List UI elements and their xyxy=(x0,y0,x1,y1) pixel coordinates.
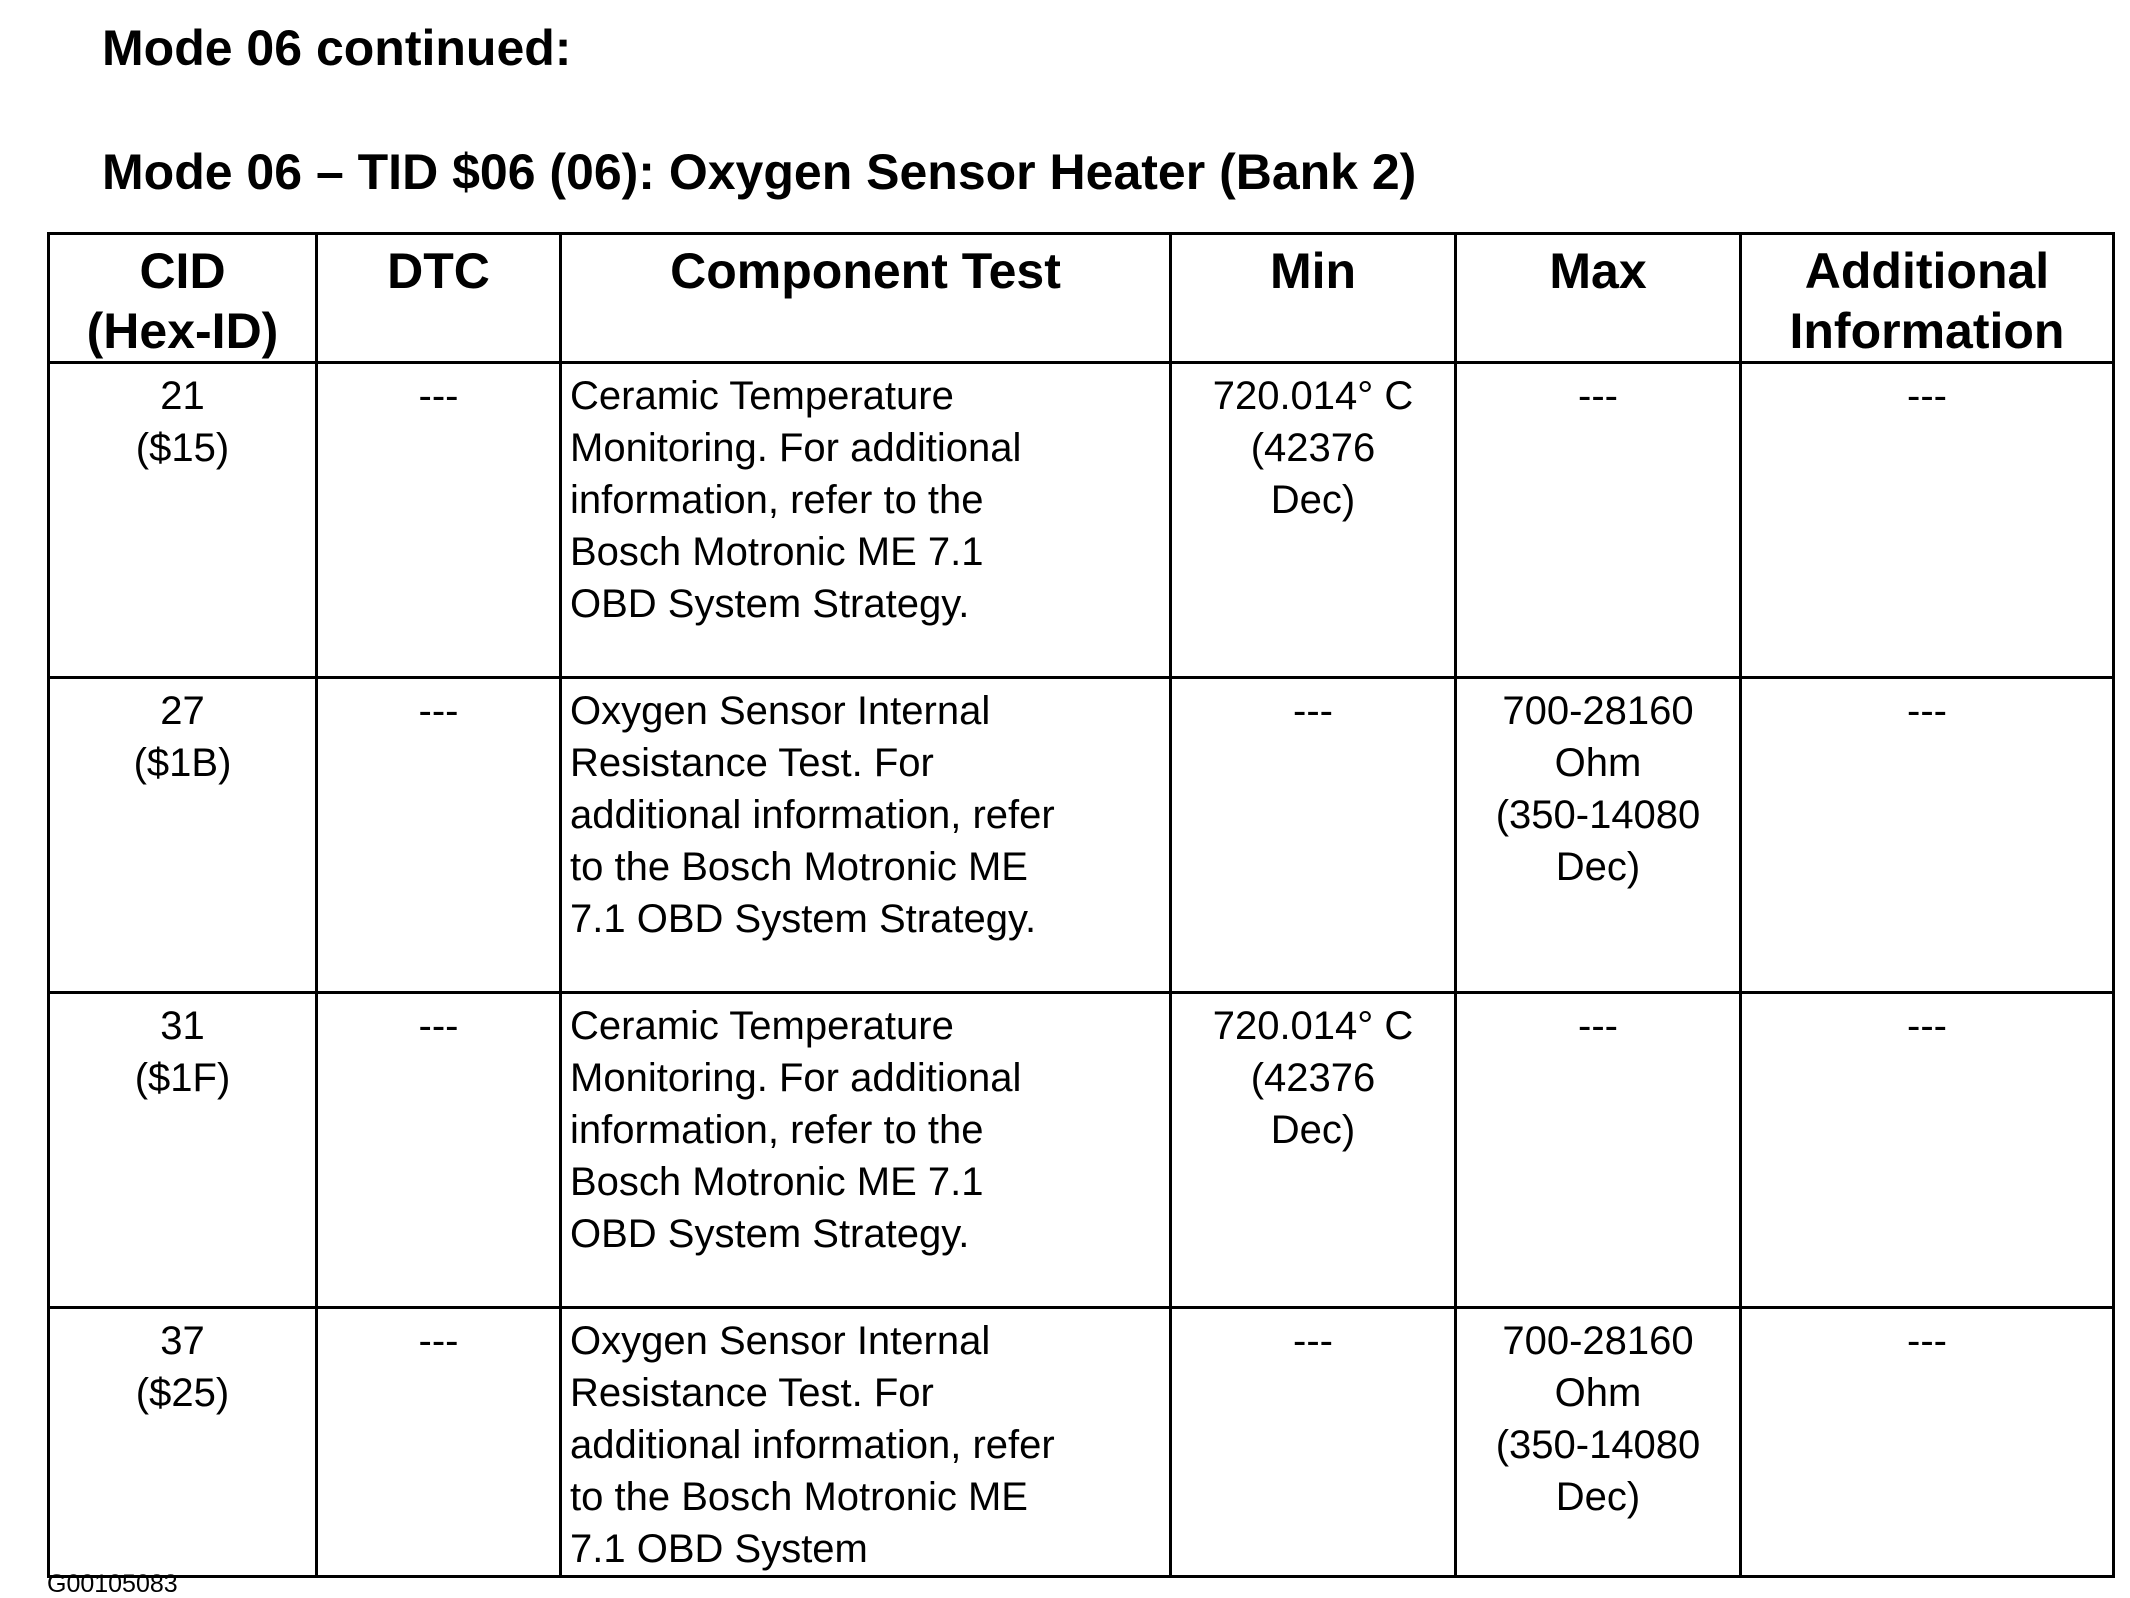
page-title: Mode 06 continued: xyxy=(102,20,572,76)
cell-cid: 31 ($1F) xyxy=(49,993,317,1308)
cell-min: 720.014° C (42376 Dec) xyxy=(1171,993,1456,1308)
header-component-test: Component Test xyxy=(561,234,1171,363)
cell-component-test: Ceramic Temperature Monitoring. For additional information, refer to the Bosch Motronic ME 7.1 OBD System Strategy. xyxy=(561,993,1171,1308)
header-max: Max xyxy=(1456,234,1741,363)
cell-additional-information: --- xyxy=(1741,993,2114,1308)
cell-min: --- xyxy=(1171,678,1456,993)
cell-cid: 21 ($15) xyxy=(49,363,317,678)
header-dtc: DTC xyxy=(317,234,561,363)
cell-additional-information: --- xyxy=(1741,1308,2114,1577)
cell-additional-information: --- xyxy=(1741,363,2114,678)
cell-additional-information: --- xyxy=(1741,678,2114,993)
header-cid: CID (Hex-ID) xyxy=(49,234,317,363)
header-additional-information: Additional Information xyxy=(1741,234,2114,363)
cell-component-test: Oxygen Sensor Internal Resistance Test. For additional information, refer to the Bosch Motronic ME 7.1 OBD System xyxy=(561,1308,1171,1577)
cell-max: 700-28160 Ohm (350-14080 Dec) xyxy=(1456,678,1741,993)
cell-dtc: --- xyxy=(317,993,561,1308)
table-header-row xyxy=(49,234,2114,363)
cell-min: --- xyxy=(1171,1308,1456,1577)
cell-dtc: --- xyxy=(317,363,561,678)
cell-dtc: --- xyxy=(317,1308,561,1577)
cell-max: 700-28160 Ohm (350-14080 Dec) xyxy=(1456,1308,1741,1577)
cell-dtc: --- xyxy=(317,678,561,993)
cell-max: --- xyxy=(1456,993,1741,1308)
cell-cid: 27 ($1B) xyxy=(49,678,317,993)
figure-id: G00105083 xyxy=(47,1570,178,1598)
table-row xyxy=(49,1308,2114,1577)
header-min: Min xyxy=(1171,234,1456,363)
cell-component-test: Ceramic Temperature Monitoring. For additional information, refer to the Bosch Motronic ME 7.1 OBD System Strategy. xyxy=(561,363,1171,678)
cell-component-test: Oxygen Sensor Internal Resistance Test. For additional information, refer to the Bosch Motronic ME 7.1 OBD System Strategy. xyxy=(561,678,1171,993)
cell-cid: 37 ($25) xyxy=(49,1308,317,1577)
cell-min: 720.014° C (42376 Dec) xyxy=(1171,363,1456,678)
cell-max: --- xyxy=(1456,363,1741,678)
table-row xyxy=(49,993,2114,1308)
table-title: Mode 06 – TID $06 (06): Oxygen Sensor Heater (Bank 2) xyxy=(102,144,1417,200)
table-row xyxy=(49,678,2114,993)
mode06-table xyxy=(47,232,2115,1578)
table-row xyxy=(49,363,2114,678)
